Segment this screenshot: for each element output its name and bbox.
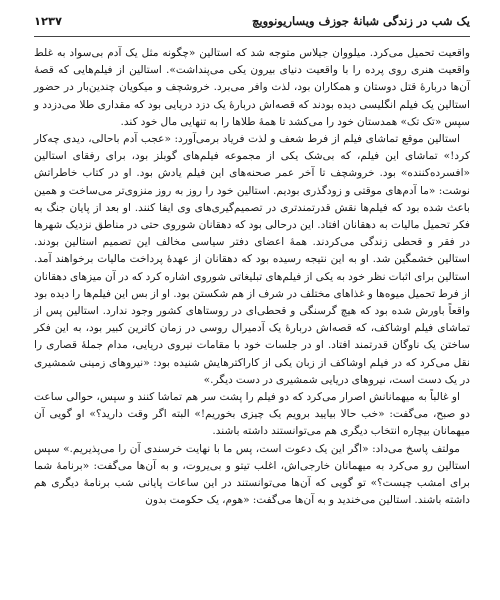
paragraph: او غالباً به میهمانانش اصرار می‌کرد که دو فیلم را پشت سر هم تماشا کنند و سپس، حوالی ساعت دو صبح، می‌گفت: «خب حالا بیایید برویم یک چیزی بخوریم!» البته اگر وقت دارید؟» او گویی آن میهمانان بیچاره انتخاب دیگری هم می‌توانستند داشته باشند. bbox=[34, 391, 470, 438]
paragraph: واقعیت تحمیل می‌کرد. میلووان جیلاس متوجه شد که استالین «چگونه مثل یک آدم بی‌سواد به غلط واقعیت هنری روی پرده را با واقعیت دنیای بیرون یکی می‌پنداشت». استالین از فیلم‌هایی که قصهٔ آن‌ها دربارهٔ قتل دوستان و همکاران بود، لذت وافر می‌برد. خروشچف و میکویان چندین‌بار در حضور استالین یک فیلم انگلیسی دیده بودند که قصه‌اش دربارهٔ یک دزد دریایی بود که مقداری طلا می‌دزدد و سپس «تک تک» همدستان خود را می‌کشد تا همهٔ طلاها را به تنهایی مال خود کند. bbox=[34, 47, 470, 128]
running-title: یک شب در زندگی شبانهٔ جوزف ویساریونوویچ bbox=[251, 14, 470, 28]
paragraph: استالین موقع تماشای فیلم از فرط شعف و لذت فریاد برمی‌آورد: «عجب آدم باحالی، دیدی چه‌کار کرد!» تماشای این فیلم، که بی‌شک یکی از مجموعه فیلم‌های گوبلز بود، برای رفقای استالین «افسرده‌کننده» بود. خروشچف تا آخر عمر صحنه‌های این فیلم یادش بود. او در کتاب خاطراتش نوشت: «ما آدم‌های موقتی و زودگذری بودیم. استالین خود را روز به روز منزوی‌تر می‌ساخت و همین باعث شده بود که فیلم‌ها نقش قدرتمندتری در تصمیم‌گیری‌های وی ایفا کنند. او بعد از پایان جنگ به فکر تحمیل مالیات به دهقانان افتاد. این درحالی بود که دهقانان شوروی حتی در مناطق نزدیک شهرها در فقر و قحطی زندگی می‌کردند. همهٔ اعضای دفتر سیاسی مخالف این تصمیم استالین بودند. استالین خشمگین شد. او به این نتیجه رسیده بود که دهقانان از عهدهٔ پرداخت مالیات برخواهند آمد. استالین برای اثبات نظر خود به یکی از فیلم‌های تبلیغاتی شوروی اشاره کرد که در آن میزهای دهقانان از فرط تحمیل میوه‌ها و غذاهای مختلف در شرف از هم شکستن بود. او از بس این فیلم‌ها را دیده بود واقعاً باورش شده بود که هیچ گرسنگی و قحطی‌ای در روستاهای کشور وجود ندارد. استالین پس از تماشای فیلم اوشاکف، که قصه‌اش دربارهٔ یک آدمیرال روسی در زمان کاترین کبیر بود، به این فکر ساختن یک ناوگان قدرتمند افتاد. او در جلسات خود با مقامات نیروی دریایی، مدام جملهٔ قصاری را نقل می‌کرد که در فیلم اوشاکف از زبان یکی از کاراکترهایش شنیده بود: «نیروهای زمینی شمشیری در یک دست است، نیروهای دریایی شمشیری در دست دیگر.» bbox=[34, 133, 470, 386]
page-number: ۱۲۳۷ bbox=[34, 14, 63, 28]
paragraph: مولتف پاسخ می‌داد: «اگر این یک دعوت است، پس ما با نهایت خرسندی آن را می‌پذیریم.» سپس استالین رو می‌کرد به میهمانان خارجی‌اش، اغلب تیتو و بی‌یروت، و به آن‌ها می‌گفت: «برنامهٔ شما برای امشب چیست؟» تو گویی که آن‌ها می‌توانستند در این ساعات پایانی شب برنامهٔ دیگری هم داشته باشند. استالین می‌خندید و به آن‌ها می‌گفت: «هوم، یک حکومت بدون bbox=[34, 442, 470, 507]
page-header bbox=[34, 14, 470, 37]
body-text bbox=[34, 45, 470, 509]
book-page bbox=[34, 14, 470, 588]
